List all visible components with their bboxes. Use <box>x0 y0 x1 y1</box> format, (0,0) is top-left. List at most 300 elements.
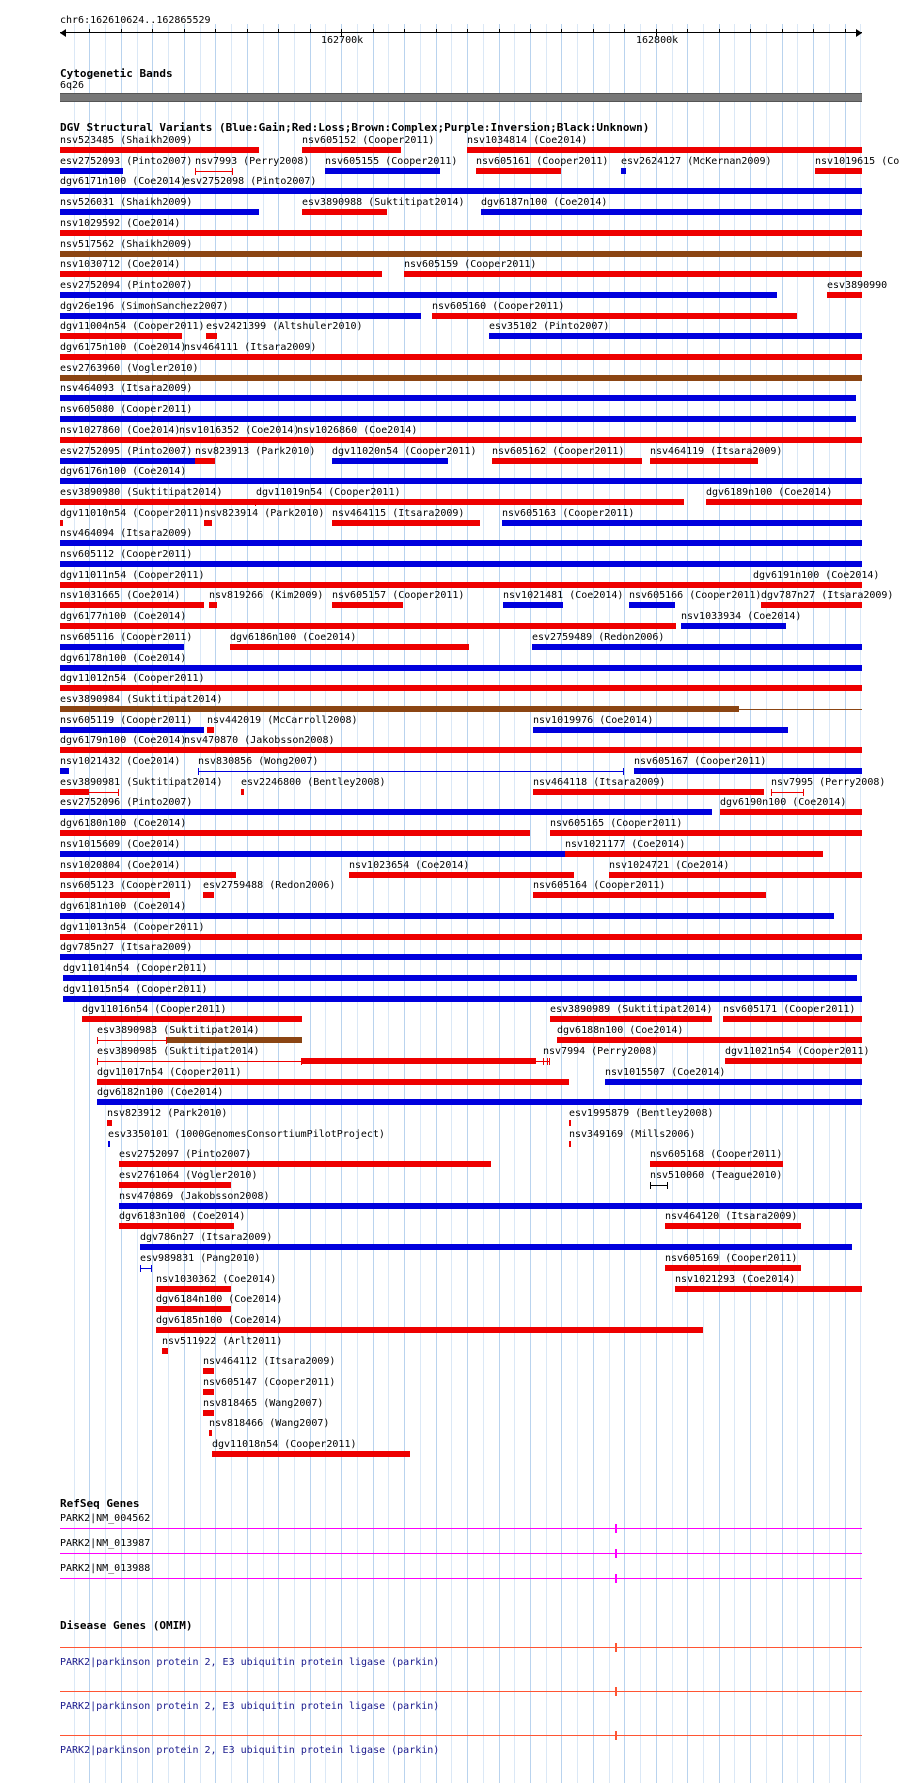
variant-bar-loss[interactable] <box>60 872 236 878</box>
variant-label: esv3890984 (Suktitipat2014) <box>60 694 223 705</box>
ruler-right-arrow-icon <box>856 29 862 37</box>
variant-bar-gain[interactable] <box>60 188 862 194</box>
variant-label: esv2759488 (Redon2006) <box>203 880 336 891</box>
variant-bar-loss[interactable] <box>60 230 862 236</box>
variant-label: nsv605167 (Cooper2011) <box>634 756 767 767</box>
variant-label: nsv1033934 (Coe2014) <box>681 611 802 622</box>
variant-bar-loss[interactable] <box>60 892 170 898</box>
variant-bar-loss[interactable] <box>723 1016 862 1022</box>
ruler-tick <box>845 29 846 33</box>
variant-label: dgv11014n54 (Cooper2011) <box>63 963 208 974</box>
gene-label[interactable]: PARK2|NM_013988 <box>60 1563 151 1574</box>
variant-label: dgv6189n100 (Coe2014) <box>706 487 833 498</box>
variant-bar-loss[interactable] <box>60 147 259 153</box>
variant-bar-loss[interactable] <box>60 685 862 691</box>
variant-label: esv3890983 (Suktitipat2014) <box>97 1025 260 1036</box>
variant-label: nsv818465 (Wang2007) <box>203 1398 324 1409</box>
variant-bar-loss[interactable] <box>119 1223 234 1229</box>
variant-label: esv2761064 (Vogler2010) <box>119 1170 258 1181</box>
variant-label: nsv605112 (Cooper2011) <box>60 549 193 560</box>
variant-label: dgv11018n54 (Cooper2011) <box>212 1439 357 1450</box>
variant-label: esv1995879 (Bentley2008) <box>569 1108 714 1119</box>
variant-label: dgv11016n54 (Cooper2011) <box>82 1004 227 1015</box>
variant-bar-loss[interactable] <box>179 437 297 443</box>
variant-bar-loss[interactable] <box>565 851 823 857</box>
variant-span-line[interactable] <box>86 792 118 793</box>
exon-mark[interactable] <box>615 1574 617 1583</box>
variant-bar-loss[interactable] <box>97 1079 569 1085</box>
variant-bar-loss[interactable] <box>119 1161 491 1167</box>
variant-label: dgv6176n100 (Coe2014) <box>60 466 187 477</box>
variant-bar-loss[interactable] <box>230 644 469 650</box>
variant-label: nsv7995 (Perry2008) <box>771 777 886 788</box>
variant-span-line[interactable] <box>195 171 233 172</box>
variant-bar-loss[interactable] <box>332 602 403 608</box>
gene-label[interactable]: PARK2|NM_004562 <box>60 1513 151 1524</box>
variant-bar-loss[interactable] <box>203 1389 214 1395</box>
variant-bar-gain[interactable] <box>63 975 857 981</box>
gene-span-line[interactable] <box>60 1553 862 1554</box>
variant-span-line[interactable] <box>198 771 624 772</box>
variant-label: dgv11012n54 (Cooper2011) <box>60 673 205 684</box>
variant-label: dgv6181n100 (Coe2014) <box>60 901 187 912</box>
ruler-tick <box>89 29 90 33</box>
variant-span-line[interactable] <box>739 709 862 710</box>
variant-label: dgv11020n54 (Cooper2011) <box>332 446 477 457</box>
variant-end-cap <box>667 1182 668 1189</box>
variant-bar-gain[interactable] <box>60 292 777 298</box>
variant-bar-loss[interactable] <box>60 499 255 505</box>
exon-mark[interactable] <box>615 1524 617 1533</box>
variant-bar-loss[interactable] <box>569 1120 571 1126</box>
variant-label: nsv1016352 (Coe2014) <box>179 425 300 436</box>
variant-bar-gain[interactable] <box>60 561 862 567</box>
variant-bar-loss[interactable] <box>203 1410 214 1416</box>
variant-label: nsv349169 (Mills2006) <box>569 1129 696 1140</box>
gene-label[interactable]: PARK2|NM_013987 <box>60 1538 151 1549</box>
variant-bar-loss[interactable] <box>206 333 217 339</box>
variant-label: nsv464111 (Itsara2009) <box>184 342 317 353</box>
variant-label: nsv1024721 (Coe2014) <box>609 860 730 871</box>
variant-label: nsv605166 (Cooper2011) <box>629 590 762 601</box>
variant-bar-loss[interactable] <box>60 333 182 339</box>
ruler-tick <box>530 29 531 33</box>
variant-label: nsv1034814 (Coe2014) <box>467 135 588 146</box>
variant-bar-loss[interactable] <box>209 602 217 608</box>
variant-bar-gain[interactable] <box>63 996 862 1002</box>
variant-bar-gain[interactable] <box>332 458 448 464</box>
variant-label: nsv517562 (Shaikh2009) <box>60 239 193 250</box>
variant-bar-loss[interactable] <box>533 892 766 898</box>
variant-bar-gain[interactable] <box>60 768 69 774</box>
variant-label: dgv11013n54 (Cooper2011) <box>60 922 205 933</box>
variant-label: nsv605147 (Cooper2011) <box>203 1377 336 1388</box>
variant-bar-complex[interactable] <box>60 375 862 381</box>
variant-bar-gain[interactable] <box>60 313 421 319</box>
variant-end-cap <box>97 1037 98 1044</box>
variant-bar-gain[interactable] <box>60 727 204 733</box>
variant-bar-gain[interactable] <box>60 478 862 484</box>
variant-label: esv2752095 (Pinto2007) <box>60 446 193 457</box>
variant-label: dgv11004n54 (Cooper2011) <box>60 321 205 332</box>
variant-label: dgv6190n100 (Coe2014) <box>720 797 847 808</box>
variant-bar-loss[interactable] <box>256 499 684 505</box>
variant-bar-loss[interactable] <box>404 271 862 277</box>
variant-label: nsv830856 (Wong2007) <box>198 756 319 767</box>
variant-bar-gain[interactable] <box>532 644 862 650</box>
variant-label: nsv1031665 (Coe2014) <box>60 590 181 601</box>
variant-bar-loss[interactable] <box>665 1223 801 1229</box>
ruler-tick <box>152 29 153 33</box>
variant-label: dgv6183n100 (Coe2014) <box>119 1211 246 1222</box>
variant-label: nsv1026860 (Coe2014) <box>297 425 418 436</box>
dgv-track-title: DGV Structural Variants (Blue:Gain;Red:Loss;Brown:Complex;Purple:Inversion;Black:Unknown) <box>60 121 650 134</box>
variant-label: nsv605157 (Cooper2011) <box>332 590 465 601</box>
variant-label: nsv1030712 (Coe2014) <box>60 259 181 270</box>
variant-bar-loss[interactable] <box>609 872 862 878</box>
variant-label: nsv1015609 (Coe2014) <box>60 839 181 850</box>
variant-label: nsv605164 (Cooper2011) <box>533 880 666 891</box>
variant-label: nsv470869 (Jakobsson2008) <box>119 1191 270 1202</box>
variant-bar-loss[interactable] <box>302 147 401 153</box>
gene-span-line[interactable] <box>60 1735 862 1736</box>
variant-bar-gain[interactable] <box>60 644 184 650</box>
ruler-tick <box>404 29 405 33</box>
variant-label: esv2752093 (Pinto2007) <box>60 156 193 167</box>
ruler-tick <box>436 29 437 33</box>
variant-label: esv35102 (Pinto2007) <box>489 321 610 332</box>
variant-label: esv3890980 (Suktitipat2014) <box>60 487 223 498</box>
variant-label: dgv11017n54 (Cooper2011) <box>97 1067 242 1078</box>
variant-label: dgv6175n100 (Coe2014) <box>60 342 187 353</box>
variant-label: esv3890989 (Suktitipat2014) <box>550 1004 713 1015</box>
variant-label: dgv11010n54 (Cooper2011) <box>60 508 205 519</box>
variant-bar-gain[interactable] <box>60 665 862 671</box>
variant-end-cap <box>623 768 624 775</box>
variant-label: esv3890990 <box>827 280 888 291</box>
variant-label: nsv510060 (Teague2010) <box>650 1170 783 1181</box>
variant-bar-gain[interactable] <box>489 333 862 339</box>
variant-label: nsv1021481 (Coe2014) <box>503 590 624 601</box>
variant-bar-gain[interactable] <box>60 209 259 215</box>
variant-bar-loss[interactable] <box>156 1286 231 1292</box>
variant-bar-loss[interactable] <box>550 1016 712 1022</box>
exon-mark[interactable] <box>615 1687 617 1696</box>
variant-bar-gain[interactable] <box>325 168 440 174</box>
variant-bar-loss[interactable] <box>60 271 382 277</box>
ruler-tick <box>593 29 594 33</box>
variant-bar-loss[interactable] <box>60 602 204 608</box>
variant-label: esv2752094 (Pinto2007) <box>60 280 193 291</box>
variant-label: esv989831 (Pang2010) <box>140 1253 261 1264</box>
variant-bar-loss[interactable] <box>60 354 862 360</box>
variant-bar-gain[interactable] <box>621 168 626 174</box>
variant-label: nsv1015507 (Coe2014) <box>605 1067 726 1078</box>
gene-span-line[interactable] <box>60 1528 862 1529</box>
variant-bar-loss[interactable] <box>302 1058 536 1064</box>
variant-label: nsv1021432 (Coe2014) <box>60 756 181 767</box>
variant-label: dgv6180n100 (Coe2014) <box>60 818 187 829</box>
variant-bar-loss[interactable] <box>761 602 862 608</box>
variant-label: nsv818466 (Wang2007) <box>209 1418 330 1429</box>
variant-label: dgv6177n100 (Coe2014) <box>60 611 187 622</box>
variant-label: nsv7994 (Perry2008) <box>543 1046 658 1057</box>
variant-label: dgv6178n100 (Coe2014) <box>60 653 187 664</box>
variant-label: dgv6186n100 (Coe2014) <box>230 632 357 643</box>
variant-label: esv2752097 (Pinto2007) <box>119 1149 252 1160</box>
variant-label: nsv605080 (Cooper2011) <box>60 404 193 415</box>
variant-end-cap <box>151 1265 152 1272</box>
omim-track-title: Disease Genes (OMIM) <box>60 1619 193 1632</box>
variant-bar-gain[interactable] <box>60 416 856 422</box>
variant-bar-gain[interactable] <box>60 851 565 857</box>
ruler-tick <box>467 29 468 33</box>
variant-bar-gain[interactable] <box>140 1244 852 1250</box>
variant-bar-loss[interactable] <box>60 747 862 753</box>
variant-bar-loss[interactable] <box>207 727 214 733</box>
variant-bar-gain[interactable] <box>60 458 195 464</box>
variant-bar-loss[interactable] <box>675 1286 862 1292</box>
variant-bar-loss[interactable] <box>203 1368 214 1374</box>
ruler-tick-label: 162700k <box>321 35 364 46</box>
variant-bar-loss[interactable] <box>720 809 862 815</box>
variant-label: dgv11015n54 (Cooper2011) <box>63 984 208 995</box>
variant-label: dgv6184n100 (Coe2014) <box>156 1294 283 1305</box>
variant-bar-loss[interactable] <box>432 313 797 319</box>
variant-bar-loss[interactable] <box>82 1016 302 1022</box>
variant-label: nsv1023654 (Coe2014) <box>349 860 470 871</box>
variant-label: esv2246800 (Bentley2008) <box>241 777 386 788</box>
variant-end-cap <box>771 789 772 796</box>
ruler-tick <box>499 29 500 33</box>
ruler-tick <box>719 29 720 33</box>
variant-span-line[interactable] <box>650 1185 668 1186</box>
ruler-tick <box>782 29 783 33</box>
variant-bar-loss[interactable] <box>107 1120 112 1126</box>
variant-label: dgv786n27 (Itsara2009) <box>140 1232 273 1243</box>
variant-end-cap <box>195 168 196 175</box>
variant-bar-loss[interactable] <box>119 1182 231 1188</box>
variant-label: nsv464112 (Itsara2009) <box>203 1356 336 1367</box>
variant-bar-loss[interactable] <box>467 147 862 153</box>
variant-bar-complex[interactable] <box>60 706 739 712</box>
variant-label: nsv464118 (Itsara2009) <box>533 777 666 788</box>
gene-span-line[interactable] <box>60 1691 862 1692</box>
variant-label: nsv605116 (Cooper2011) <box>60 632 193 643</box>
variant-label: dgv11011n54 (Cooper2011) <box>60 570 205 581</box>
variant-label: esv2752098 (Pinto2007) <box>184 176 317 187</box>
variant-bar-gain[interactable] <box>60 540 862 546</box>
variant-label: nsv1030362 (Coe2014) <box>156 1274 277 1285</box>
variant-bar-loss[interactable] <box>650 1161 783 1167</box>
exon-mark[interactable] <box>615 1549 617 1558</box>
variant-bar-loss[interactable] <box>156 1327 703 1333</box>
variant-label: esv3890988 (Suktitipat2014) <box>302 197 465 208</box>
variant-label: nsv605160 (Cooper2011) <box>432 301 565 312</box>
variant-bar-loss[interactable] <box>650 458 758 464</box>
variant-label: dgv6191n100 (Coe2014) <box>753 570 880 581</box>
variant-label: dgv6187n100 (Coe2014) <box>481 197 608 208</box>
variant-span-line[interactable] <box>97 1061 302 1062</box>
variant-bar-loss[interactable] <box>212 1451 410 1457</box>
ruler-tick <box>687 29 688 33</box>
variant-bar-gain[interactable] <box>503 602 563 608</box>
variant-label: dgv6188n100 (Coe2014) <box>557 1025 684 1036</box>
variant-label: nsv823912 (Park2010) <box>107 1108 228 1119</box>
variant-bar-gain[interactable] <box>60 168 123 174</box>
variant-span-line[interactable] <box>97 1040 167 1041</box>
gene-span-line[interactable] <box>60 1647 862 1648</box>
cytoband-name: 6q26 <box>60 80 85 91</box>
exon-mark[interactable] <box>615 1731 617 1740</box>
variant-bar-gain[interactable] <box>681 623 786 629</box>
variant-bar-loss[interactable] <box>60 520 63 526</box>
variant-label: dgv785n27 (Itsara2009) <box>60 942 193 953</box>
variant-bar-loss[interactable] <box>241 789 244 795</box>
variant-end-cap <box>140 1265 141 1272</box>
cytoband-bar[interactable] <box>60 93 862 102</box>
variant-bar-loss[interactable] <box>203 892 214 898</box>
variant-label: nsv823913 (Park2010) <box>195 446 316 457</box>
variant-label: dgv6185n100 (Coe2014) <box>156 1315 283 1326</box>
variant-label: nsv526031 (Shaikh2009) <box>60 197 193 208</box>
variant-end-cap <box>543 1058 544 1065</box>
variant-label: nsv605155 (Cooper2011) <box>325 156 458 167</box>
variant-label: nsv1019976 (Coe2014) <box>533 715 654 726</box>
variant-label: nsv605119 (Cooper2011) <box>60 715 193 726</box>
variant-label: nsv823914 (Park2010) <box>204 508 325 519</box>
variant-end-cap <box>97 1058 98 1065</box>
variant-bar-loss[interactable] <box>332 520 480 526</box>
variant-label: esv3890981 (Suktitipat2014) <box>60 777 223 788</box>
variant-bar-gain[interactable] <box>60 954 862 960</box>
variant-label: esv2759489 (Redon2006) <box>532 632 665 643</box>
variant-bar-loss[interactable] <box>550 830 862 836</box>
ruler-tick <box>373 29 374 33</box>
variant-bar-loss[interactable] <box>569 1141 571 1147</box>
exon-mark[interactable] <box>615 1643 617 1652</box>
ruler-tick <box>215 29 216 33</box>
ruler-axis <box>60 32 862 33</box>
variant-label: nsv1020804 (Coe2014) <box>60 860 181 871</box>
variant-label: nsv1021177 (Coe2014) <box>565 839 686 850</box>
variant-end-cap <box>549 1058 550 1065</box>
gene-span-line[interactable] <box>60 1578 862 1579</box>
variant-label: esv3890985 (Suktitipat2014) <box>97 1046 260 1057</box>
variant-bar-gain[interactable] <box>502 520 862 526</box>
variant-label: dgv26e196 (SimonSanchez2007) <box>60 301 229 312</box>
gene-label[interactable]: PARK2|parkinson protein 2, E3 ubiquitin protein ligase (parkin) <box>60 1701 440 1712</box>
variant-bar-gain[interactable] <box>97 1099 862 1105</box>
variant-label: nsv819266 (Kim2009) <box>209 590 324 601</box>
variant-bar-complex[interactable] <box>60 251 862 257</box>
gene-label[interactable]: PARK2|parkinson protein 2, E3 ubiquitin protein ligase (parkin) <box>60 1745 440 1756</box>
region-coordinates: chr6:162610624..162865529 <box>60 15 211 26</box>
variant-label: nsv470870 (Jakobsson2008) <box>184 735 335 746</box>
variant-bar-loss[interactable] <box>297 437 862 443</box>
variant-bar-gain[interactable] <box>60 395 856 401</box>
variant-bar-loss[interactable] <box>725 1058 862 1064</box>
variant-label: nsv605123 (Cooper2011) <box>60 880 193 891</box>
variant-bar-loss[interactable] <box>60 623 676 629</box>
variant-bar-loss[interactable] <box>162 1348 168 1354</box>
ruler-tick <box>624 29 625 33</box>
variant-bar-gain[interactable] <box>60 913 834 919</box>
variant-bar-gain[interactable] <box>60 809 712 815</box>
variant-bar-gain[interactable] <box>533 727 788 733</box>
variant-label: nsv605169 (Cooper2011) <box>665 1253 798 1264</box>
variant-bar-loss[interactable] <box>204 520 212 526</box>
variant-bar-loss[interactable] <box>60 934 862 940</box>
variant-bar-loss[interactable] <box>60 437 179 443</box>
variant-label: nsv464093 (Itsara2009) <box>60 383 193 394</box>
variant-span-line[interactable] <box>771 792 804 793</box>
ruler-tick <box>184 29 185 33</box>
variant-label: dgv6179n100 (Coe2014) <box>60 735 187 746</box>
variant-bar-complex[interactable] <box>167 1037 302 1043</box>
variant-end-cap <box>198 768 199 775</box>
variant-span-line[interactable] <box>244 502 255 503</box>
variant-bar-loss[interactable] <box>706 499 862 505</box>
variant-label: nsv511922 (Arlt2011) <box>162 1336 283 1347</box>
variant-bar-loss[interactable] <box>195 458 215 464</box>
variant-bar-gain[interactable] <box>119 1203 862 1209</box>
variant-bar-loss[interactable] <box>60 830 530 836</box>
variant-label: dgv787n27 (Itsara2009) <box>761 590 894 601</box>
variant-bar-loss[interactable] <box>209 1430 212 1436</box>
variant-bar-loss[interactable] <box>533 789 764 795</box>
variant-end-cap <box>650 1182 651 1189</box>
variant-bar-loss[interactable] <box>156 1306 231 1312</box>
variant-label: nsv1021293 (Coe2014) <box>675 1274 796 1285</box>
variant-end-cap <box>232 168 233 175</box>
variant-label: nsv464119 (Itsara2009) <box>650 446 783 457</box>
variant-label: nsv605159 (Cooper2011) <box>404 259 537 270</box>
ruler-tick <box>750 29 751 33</box>
variant-label: dgv6171n100 (Coe2014) <box>60 176 187 187</box>
variant-label: nsv605163 (Cooper2011) <box>502 508 635 519</box>
variant-bar-loss[interactable] <box>827 292 862 298</box>
variant-bar-loss[interactable] <box>815 168 862 174</box>
variant-end-cap <box>803 789 804 796</box>
variant-bar-gain[interactable] <box>108 1141 110 1147</box>
variant-label: esv2763960 (Vogler2010) <box>60 363 199 374</box>
ruler-tick-label: 162800k <box>636 35 679 46</box>
variant-bar-gain[interactable] <box>629 602 675 608</box>
variant-end-cap <box>118 789 119 796</box>
variant-bar-loss[interactable] <box>60 789 89 795</box>
variant-bar-loss[interactable] <box>492 458 642 464</box>
gene-label[interactable]: PARK2|parkinson protein 2, E3 ubiquitin protein ligase (parkin) <box>60 1657 440 1668</box>
variant-label: nsv464115 (Itsara2009) <box>332 508 465 519</box>
variant-bar-loss[interactable] <box>349 872 574 878</box>
ruler-tick <box>247 29 248 33</box>
variant-bar-gain[interactable] <box>481 209 862 215</box>
variant-bar-loss[interactable] <box>60 582 862 588</box>
variant-bar-loss[interactable] <box>665 1265 801 1271</box>
variant-bar-gain[interactable] <box>634 768 862 774</box>
variant-label: dgv11019n54 (Cooper2011) <box>256 487 401 498</box>
variant-label: nsv605162 (Cooper2011) <box>492 446 625 457</box>
variant-label: esv2624127 (McKernan2009) <box>621 156 772 167</box>
variant-label: nsv605152 (Cooper2011) <box>302 135 435 146</box>
variant-label: dgv6182n100 (Coe2014) <box>97 1087 224 1098</box>
variant-label: nsv523485 (Shaikh2009) <box>60 135 193 146</box>
variant-bar-loss[interactable] <box>302 209 387 215</box>
variant-bar-loss[interactable] <box>476 168 561 174</box>
variant-bar-loss[interactable] <box>557 1037 862 1043</box>
variant-bar-gain[interactable] <box>605 1079 862 1085</box>
